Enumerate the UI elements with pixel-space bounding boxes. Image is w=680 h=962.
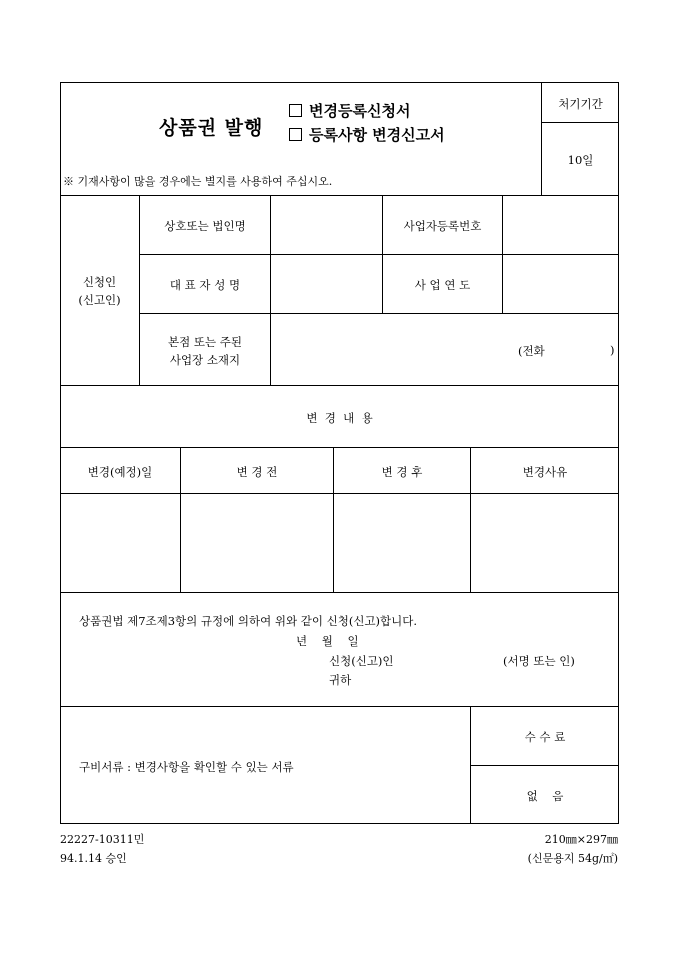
representative-label: 대 표 자 성 명 [169, 278, 241, 292]
fee-divider [470, 765, 619, 766]
declaration-applicant: 신청(신고)인 [329, 654, 394, 668]
processing-period-value: 10일 [567, 153, 594, 167]
change-date-field[interactable] [61, 494, 180, 592]
applicant-col3-line [382, 195, 383, 313]
period-divider [541, 122, 619, 123]
processing-period-label: 처기기간 [558, 97, 603, 111]
after-change-field[interactable] [334, 494, 470, 592]
applicant-label-sub: (신고인) [78, 293, 121, 307]
address-field[interactable] [271, 314, 511, 385]
changes-body-divider [60, 592, 619, 593]
declaration-signature: (서명 또는 인) [503, 654, 575, 668]
company-name-label: 상호또는 법인명 [164, 219, 246, 233]
representative-field[interactable] [271, 255, 382, 313]
changes-section-title: 변 경 내 용 [306, 411, 373, 425]
before-change-field[interactable] [181, 494, 333, 592]
declaration-text: 상품권법 제7조제3항의 규정에 의하여 위와 같이 신청(신고)합니다. [79, 614, 418, 628]
declaration-recipient: 귀하 [329, 673, 352, 687]
phone-field[interactable] [552, 338, 610, 360]
form-frame [60, 82, 619, 824]
applicant-bottom-divider [60, 385, 619, 386]
business-reg-label: 사업자등록번호 [403, 219, 482, 233]
form-note: ※ 기재사항이 많을 경우에는 별지를 사용하여 주십시오. [63, 175, 333, 188]
phone-label: (전화 [518, 344, 545, 358]
fee-value: 없 음 [526, 789, 564, 803]
form-approval: 94.1.14 승인 [60, 852, 127, 865]
form-code: 22227-10311민 [60, 833, 145, 846]
address-label-sub: 사업장 소재지 [169, 353, 241, 367]
fee-left-line [470, 706, 471, 824]
column-change-reason: 변경사유 [522, 465, 568, 479]
founding-year-label: 사 업 연 도 [414, 278, 471, 292]
changes-title-divider [60, 447, 619, 448]
checkbox-icon[interactable] [289, 104, 302, 117]
required-documents: 구비서류 : 변경사항을 확인할 수 있는 서류 [79, 760, 294, 774]
change-reason-field[interactable] [471, 494, 618, 592]
business-reg-field[interactable] [503, 196, 619, 254]
applicant-label: 신청인 [82, 275, 117, 289]
phone-close: ) [610, 343, 615, 357]
option-change-registration[interactable]: 변경등록신청서 [289, 100, 410, 121]
column-change-date: 변경(예정)일 [87, 465, 153, 479]
column-before-change: 변 경 전 [236, 465, 278, 479]
company-name-field[interactable] [271, 196, 382, 254]
founding-year-field[interactable] [503, 255, 619, 313]
checkbox-icon[interactable] [289, 128, 302, 141]
paper-type: (신문용지 54g/㎡) [527, 852, 618, 865]
declaration-date: 년 월 일 [296, 634, 359, 648]
address-label: 본점 또는 주된 [168, 335, 242, 349]
paper-size: 210㎜×297㎜ [544, 833, 618, 846]
form-title: 상품권 발행 [159, 117, 264, 139]
option-change-report[interactable]: 등록사항 변경신고서 [289, 124, 445, 145]
fee-label: 수 수 료 [524, 730, 566, 744]
column-after-change: 변 경 후 [381, 465, 423, 479]
declaration-divider [60, 706, 619, 707]
